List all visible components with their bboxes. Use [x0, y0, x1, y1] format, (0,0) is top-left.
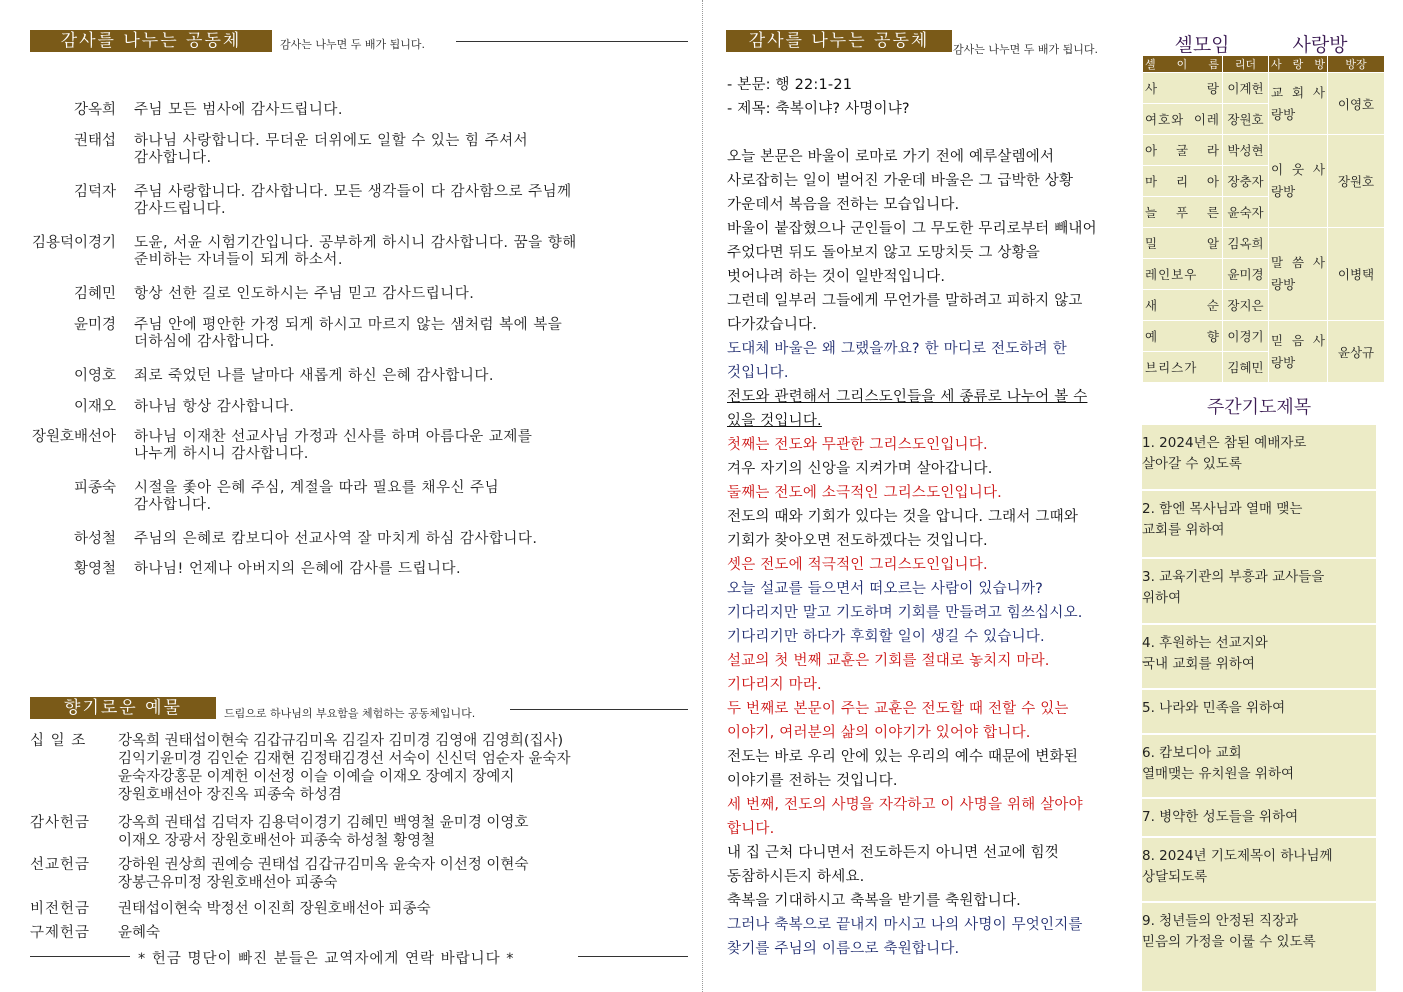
sermon-line: 동참하시든지 하세요.	[727, 869, 865, 885]
header-rule	[456, 41, 688, 42]
col-leader: 리더	[1223, 56, 1269, 73]
prayer-text: 4. 후원하는 선교지와 국내 교회를 위하여	[1142, 635, 1268, 672]
page-divider	[702, 0, 703, 992]
thanks-name: 김용덕이경기	[31, 235, 116, 251]
thanks-entry	[30, 429, 690, 463]
sermon-line: - 제목: 축복이냐? 사명이냐?	[727, 101, 910, 117]
cell-name: 밀 알	[1143, 228, 1223, 259]
cell-name: 늘 푸 른	[1143, 197, 1223, 228]
sermon-line: 그러나 축복으로 끝내지 마시고 나의 사명이 무엇인지를	[727, 917, 1083, 933]
note-rule-right	[578, 956, 688, 957]
cell-leader: 김혜민	[1223, 352, 1269, 383]
thanks-text: 주님의 은혜로 캄보디아 선교사역 잘 마치게 하심 감사합니다.	[134, 531, 538, 547]
thanks-name: 하성철	[73, 531, 116, 547]
thanks-name: 김덕자	[73, 184, 116, 200]
offering-row	[30, 924, 690, 942]
sermon-line: 기다리지 마라.	[727, 677, 822, 693]
cell-leader: 박성현	[1223, 135, 1269, 166]
cell-name: 새 순	[1143, 290, 1223, 321]
prayer-text: 9. 청년들의 안정된 직장과 믿음의 가정을 이룰 수 있도록	[1142, 913, 1316, 950]
thanks-text: 시절을 좇아 은혜 주심, 계절을 따라 필요를 채우신 주님 감사합니다.	[134, 480, 500, 513]
offering-row	[30, 900, 690, 918]
prayer-item	[1142, 491, 1376, 557]
thanks-entry	[30, 368, 690, 385]
thanks-entry	[30, 286, 690, 303]
thanks-name: 이재오	[73, 399, 116, 415]
room-name: 교 회 사랑방	[1269, 73, 1328, 135]
prayer-text: 2. 함엔 목사님과 열매 맺는 교회를 위하여	[1142, 501, 1303, 538]
offering-section-subtitle: 드림으로 하나님의 부요함을 체험하는 공동체입니다.	[224, 707, 476, 720]
cell-leader: 장지은	[1223, 290, 1269, 321]
note-rule-left	[30, 956, 130, 957]
sermon-line: 기다리지만 말고 기도하며 기회를 만들려고 힘쓰십시오.	[727, 605, 1083, 621]
thanks-text: 주님 사랑합니다. 감사합니다. 모든 생각들이 다 감사함으로 주님께 감사드립니다.	[134, 184, 572, 217]
thanks-entry	[30, 531, 690, 548]
thanks-text: 주님 안에 평안한 가정 되게 하시고 마르지 않는 샘처럼 복에 복을 더하심에 감사합니다.	[134, 317, 563, 350]
offering-row	[30, 814, 690, 850]
thanks-entry	[30, 317, 690, 351]
sermon-line: 전도와 관련해서 그리스도인들을 세 종류로 나누어 볼 수	[727, 389, 1088, 405]
offering-row	[30, 732, 690, 804]
col-room: 사 랑 방	[1269, 56, 1328, 73]
thanks-name: 피종숙	[73, 480, 116, 496]
prayer-title: 주간기도제목	[1206, 397, 1312, 418]
thanks-text: 주님 모든 범사에 감사드립니다.	[134, 102, 344, 118]
sermon-line: 벗어나려 하는 것이 일반적입니다.	[727, 269, 946, 285]
cell-leader: 윤숙자	[1223, 197, 1269, 228]
sermon-line: 첫째는 전도와 무관한 그리스도인입니다.	[727, 437, 988, 453]
room-name: 이 웃 사랑방	[1269, 135, 1328, 228]
thanks-text: 도윤, 서윤 시험기간입니다. 공부하게 하시니 감사합니다. 꿈을 향해 준비하는 자녀들이 되게 하소서.	[134, 235, 577, 268]
prayer-text: 6. 캄보디아 교회 열매맺는 유치원을 위하여	[1142, 745, 1295, 782]
thanks-name: 김혜민	[73, 286, 116, 302]
prayer-item	[1142, 799, 1376, 836]
cell-leader: 이경기	[1223, 321, 1269, 352]
offering-label: 구제헌금	[30, 925, 91, 941]
room-head: 이영호	[1328, 73, 1385, 135]
cell-name: 사 랑	[1143, 73, 1223, 104]
cell-row	[1143, 228, 1385, 259]
thanks-name: 강옥희	[73, 102, 116, 118]
offering-row	[30, 856, 690, 892]
sermon-line: 것입니다.	[727, 365, 789, 381]
thanks-section-subtitle: 감사는 나누면 두 배가 됩니다.	[280, 38, 425, 51]
sermon-line: 합니다.	[727, 821, 775, 837]
thanks-entry	[30, 235, 690, 269]
cell-leader: 김옥희	[1223, 228, 1269, 259]
thanks-entry	[30, 102, 690, 119]
prayer-item	[1142, 690, 1376, 733]
cell-leader: 윤미경	[1223, 259, 1269, 290]
sermon-line: 전도의 때와 기회가 있다는 것을 압니다. 그래서 그때와	[727, 509, 1079, 525]
prayer-item	[1142, 735, 1376, 797]
thanks-text: 항상 선한 길로 인도하시는 주님 믿고 감사드립니다.	[134, 286, 475, 302]
cell-name: 예 향	[1143, 321, 1223, 352]
sermon-line: 세 번째, 전도의 사명을 자각하고 이 사명을 위해 살아야	[727, 797, 1083, 813]
cell-group-table	[1142, 55, 1385, 383]
cell-name: 브리스가	[1143, 352, 1223, 383]
thanks-entry	[30, 399, 690, 416]
sermon-line: - 본문: 행 22:1-21	[727, 77, 853, 93]
sermon-section-title: 감사를 나누는 공동체	[726, 30, 952, 52]
thanks-section-title: 감사를 나누는 공동체	[30, 30, 272, 52]
offering-section-title: 향기로운 예물	[30, 697, 216, 719]
sermon-line: 주었다면 뒤도 돌아보지 않고 도망치듯 그 상황을	[727, 245, 1040, 261]
sermon-line: 다가갔습니다.	[727, 317, 818, 333]
cell-name: 레인보우	[1143, 259, 1223, 290]
offering-note: * 헌금 명단이 빠진 분들은 교역자에게 연락 바랍니다 *	[138, 951, 515, 967]
cell-leader: 장충자	[1223, 166, 1269, 197]
sermon-line: 사로잡히는 일이 벌어진 가운데 바울은 그 급박한 상황	[727, 173, 1074, 189]
thanks-name: 이영호	[73, 368, 116, 384]
sermon-line: 이야기를 전하는 것입니다.	[727, 773, 898, 789]
cell-leader: 장원호	[1223, 104, 1269, 135]
sermon-line: 찾기를 주님의 이름으로 축원합니다.	[727, 941, 960, 957]
sermon-line: 전도는 바로 우리 안에 있는 우리의 예수 때문에 변화된	[727, 749, 1079, 765]
prayer-item	[1142, 903, 1376, 991]
offering-label: 감사헌금	[30, 815, 91, 831]
offering-names: 강옥희 권태섭 김덕자 김용덕이경기 김혜민 백영철 윤미경 이영호 이재오 장광서 장원호배선아 피종숙 하성철 황영철	[118, 815, 529, 849]
room-name: 말 씀 사랑방	[1269, 228, 1328, 321]
thanks-text: 하나님 사랑합니다. 무더운 더위에도 일할 수 있는 힘 주셔서 감사합니다.	[134, 133, 529, 166]
cell-row	[1143, 73, 1385, 104]
prayer-text: 7. 병약한 성도들을 위하여	[1142, 809, 1299, 825]
cell-leader: 이계헌	[1223, 73, 1269, 104]
thanks-text: 하나님! 언제나 아버지의 은혜에 감사를 드립니다.	[134, 561, 462, 577]
thanks-entry	[30, 133, 690, 167]
cell-row	[1143, 135, 1385, 166]
sermon-line: 기회가 찾아오면 전도하겠다는 것입니다.	[727, 533, 988, 549]
cell-name: 마 리 아	[1143, 166, 1223, 197]
prayer-text: 3. 교육기관의 부흥과 교사들을 위하여	[1142, 569, 1325, 606]
sermon-line: 축복을 기대하시고 축복을 받기를 축원합니다.	[727, 893, 1021, 909]
room-header: 사랑방	[1292, 34, 1348, 56]
thanks-entry	[30, 184, 690, 218]
offering-names: 윤혜숙	[118, 925, 161, 941]
sermon-line: 겨우 자기의 신앙을 지켜가며 살아갑니다.	[727, 461, 993, 477]
offering-names: 강하원 권상희 권예승 권태섭 김갑규김미옥 윤숙자 이선정 이현숙 장봉근유미정 장원호배선아 피종숙	[118, 857, 529, 891]
sermon-line: 있을 것입니다.	[727, 413, 822, 429]
sermon-line: 오늘 본문은 바울이 로마로 가기 전에 예루살렘에서	[727, 149, 1055, 165]
room-name: 믿 음 사랑방	[1269, 321, 1328, 383]
sermon-line: 내 집 근처 다니면서 전도하든지 아니면 선교에 힘껏	[727, 845, 1060, 861]
col-room-head: 방장	[1328, 56, 1385, 73]
thanks-entry	[30, 480, 690, 514]
sermon-section-subtitle: 감사는 나누면 두 배가 됩니다.	[953, 43, 1098, 56]
sermon-line: 바울이 붙잡혔으나 군인들이 그 무도한 무리로부터 빼내어	[727, 221, 1097, 237]
room-head: 윤상규	[1328, 321, 1385, 383]
offering-label: 선교헌금	[30, 857, 91, 873]
col-cell-name: 셀 이 름	[1143, 56, 1223, 73]
sermon-line: 가운데서 복음을 전하는 모습입니다.	[727, 197, 960, 213]
cell-name: 여호와 이레	[1143, 104, 1223, 135]
room-head: 이병택	[1328, 228, 1385, 321]
thanks-name: 황영철	[73, 561, 116, 577]
thanks-text: 죄로 죽었던 나를 날마다 새롭게 하신 은혜 감사합니다.	[134, 368, 495, 384]
thanks-text: 하나님 항상 감사합니다.	[134, 399, 295, 415]
thanks-text: 하나님 이재찬 선교사님 가정과 신사를 하며 아름다운 교제를 나누게 하시니 감사합니다.	[134, 429, 533, 462]
sermon-line: 두 번째로 본문이 주는 교훈은 전도할 때 전할 수 있는	[727, 701, 1069, 717]
sermon-line: 셋은 전도에 적극적인 그리스도인입니다.	[727, 557, 988, 573]
offering-label: 십 일 조	[30, 733, 87, 749]
prayer-text: 1. 2024년은 참된 예배자로 살아갈 수 있도록	[1142, 435, 1307, 472]
thanks-name: 윤미경	[73, 317, 116, 333]
sermon-line: 설교의 첫 번째 교훈은 기회를 절대로 놓치지 마라.	[727, 653, 1050, 669]
sermon-line: 기다리기만 하다가 후회할 일이 생길 수 있습니다.	[727, 629, 1045, 645]
cell-name: 아 굴 라	[1143, 135, 1223, 166]
thanks-entry	[30, 561, 690, 578]
room-head: 장원호	[1328, 135, 1385, 228]
prayer-item	[1142, 625, 1376, 688]
offering-names: 강옥희 권태섭이현숙 김갑규김미옥 김길자 김미경 김영애 김영희(집사) 김익기윤미경 김인순 김재현 김정태김경선 서숙이 신신덕 엄순자 윤숙자 윤숙자강홍문 이계헌 이선정 이슬 이예슬 이재오 장예지 장예지 장원호배선아 장진옥 피종숙 하성겸	[118, 733, 571, 803]
header-rule	[510, 709, 688, 710]
cell-row	[1143, 321, 1385, 352]
prayer-item	[1142, 425, 1376, 489]
offering-names: 권태섭이현숙 박정선 이진희 장원호배선아 피종숙	[118, 901, 431, 917]
prayer-item	[1142, 838, 1376, 901]
sermon-line: 도대체 바울은 왜 그랬을까요? 한 마디로 전도하려 한	[727, 341, 1067, 357]
sermon-line: 오늘 설교를 들으면서 떠오르는 사람이 있습니까?	[727, 581, 1044, 597]
prayer-item	[1142, 559, 1376, 623]
sermon-line: 둘째는 전도에 소극적인 그리스도인입니다.	[727, 485, 1002, 501]
sermon-line: 그런데 일부러 그들에게 무언가를 말하려고 피하지 않고	[727, 293, 1083, 309]
offering-label: 비전헌금	[30, 901, 91, 917]
prayer-text: 5. 나라와 민족을 위하여	[1142, 700, 1286, 716]
prayer-text: 8. 2024년 기도제목이 하나님께 상달되도록	[1142, 848, 1333, 885]
cell-group-header: 셀모임	[1174, 34, 1230, 56]
thanks-name: 권태섭	[73, 133, 116, 149]
sermon-line: 이야기, 여러분의 삶의 이야기가 있어야 합니다.	[727, 725, 1031, 741]
thanks-name: 장원호배선아	[31, 429, 116, 445]
